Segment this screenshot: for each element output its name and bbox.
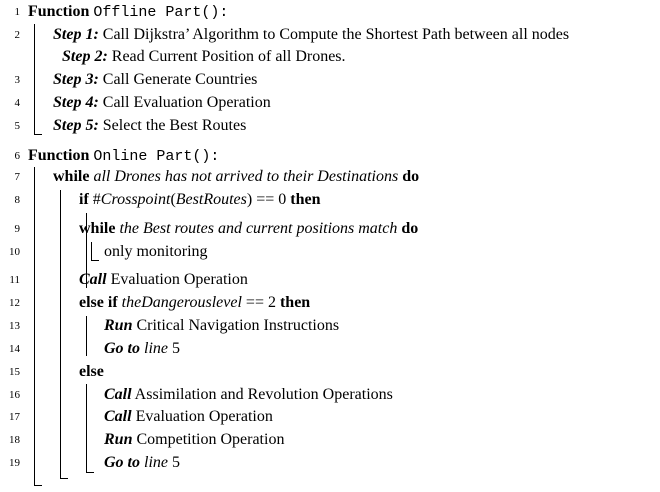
inner-while-rule bbox=[91, 242, 92, 260]
line-number: 8 bbox=[14, 194, 20, 206]
line-number: 15 bbox=[9, 366, 20, 378]
inner-while-end bbox=[91, 260, 99, 261]
if-block-rule bbox=[86, 213, 87, 288]
function-keyword: Function bbox=[28, 147, 90, 164]
line-number: 5 bbox=[14, 120, 20, 132]
line-number: 12 bbox=[9, 297, 20, 309]
line-number: 16 bbox=[9, 389, 20, 401]
else-block-end bbox=[86, 472, 94, 473]
line-number: 17 bbox=[9, 411, 20, 423]
line-number: 11 bbox=[9, 274, 20, 286]
line-number: 9 bbox=[14, 223, 20, 235]
line-number: 18 bbox=[9, 434, 20, 446]
line-number: 4 bbox=[14, 97, 20, 109]
line-number: 3 bbox=[14, 74, 20, 86]
line-number: 19 bbox=[9, 457, 20, 469]
line-number: 13 bbox=[9, 320, 20, 332]
online-block-rule bbox=[34, 167, 35, 485]
online-block-end bbox=[34, 485, 42, 486]
function-name: Online Part bbox=[93, 148, 193, 165]
elseif-block-rule bbox=[86, 316, 87, 356]
line-number: 2 bbox=[14, 29, 20, 41]
function-keyword: Function bbox=[28, 3, 90, 20]
offline-block-end bbox=[34, 134, 42, 135]
line-number: 1 bbox=[14, 6, 20, 18]
line-number: 6 bbox=[14, 150, 20, 162]
while-block-rule bbox=[60, 190, 61, 478]
line-number: 7 bbox=[14, 171, 20, 183]
while-block-end bbox=[60, 478, 68, 479]
line-number: 10 bbox=[9, 246, 20, 258]
line-number: 14 bbox=[9, 343, 20, 355]
else-block-rule bbox=[86, 384, 87, 472]
offline-block-rule bbox=[34, 24, 35, 134]
function-name: Offline Part bbox=[93, 4, 202, 21]
